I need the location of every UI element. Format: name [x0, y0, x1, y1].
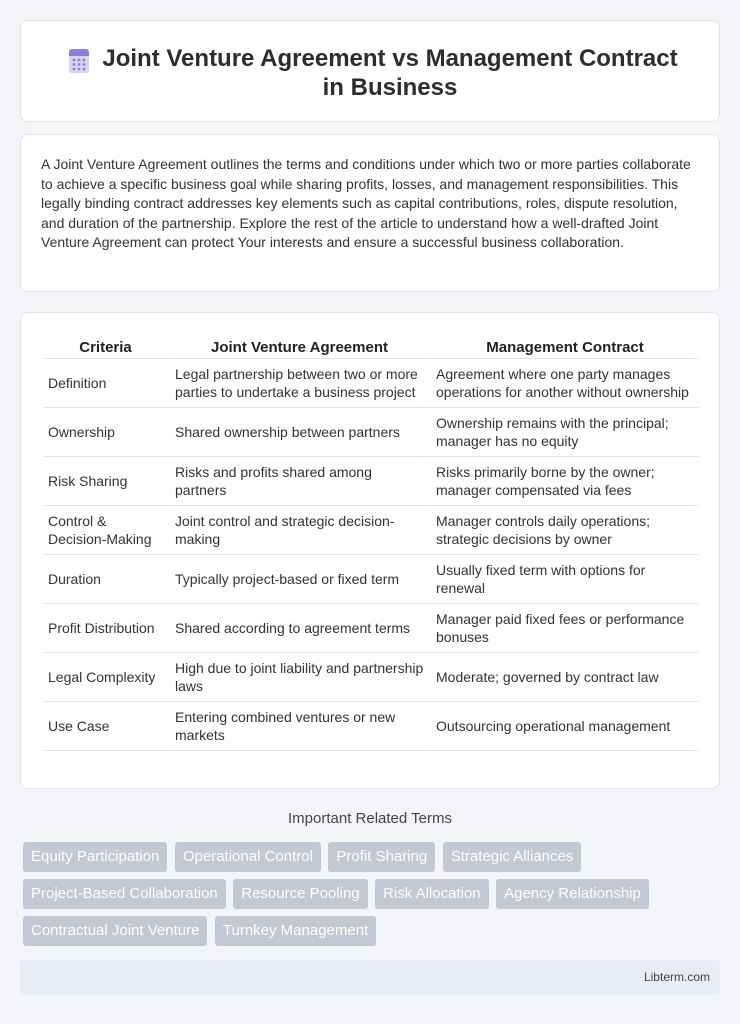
table-cell: Risks and profits shared among partners — [168, 457, 429, 506]
table-cell: Use Case — [43, 702, 168, 751]
table-cell: Ownership — [43, 408, 168, 457]
related-term-tag[interactable]: Profit Sharing — [328, 842, 435, 872]
table-row — [43, 457, 699, 506]
table-row — [43, 702, 699, 751]
table-cell: Legal partnership between two or more parties to undertake a business project — [168, 359, 429, 408]
column-header: Criteria — [43, 335, 168, 359]
table-cell: Profit Distribution — [43, 604, 168, 653]
footer — [20, 960, 720, 994]
table-cell: Control & Decision-Making — [43, 506, 168, 555]
related-term-tag[interactable]: Project-Based Collaboration — [23, 879, 226, 909]
table-cell: Definition — [43, 359, 168, 408]
table-cell: Outsourcing operational management — [429, 702, 699, 751]
related-term-tag[interactable]: Risk Allocation — [375, 879, 489, 909]
title-card — [20, 20, 720, 122]
table-header-row — [43, 335, 699, 359]
table-cell: Moderate; governed by contract law — [429, 653, 699, 702]
comparison-table — [43, 335, 699, 751]
table-cell: Typically project-based or fixed term — [168, 555, 429, 604]
table-cell: Duration — [43, 555, 168, 604]
table-cell: Agreement where one party manages operations for another without ownership — [429, 359, 699, 408]
table-cell: Shared ownership between partners — [168, 408, 429, 457]
table-cell: Risks primarily borne by the owner; manager compensated via fees — [429, 457, 699, 506]
intro-card — [20, 134, 720, 292]
page-title: Joint Venture Agreement vs Management Contract in Business — [102, 45, 678, 101]
intro-paragraph: A Joint Venture Agreement outlines the terms and conditions under which two or more parties collaborate to achieve a specific business goal while sharing profits, losses, and management responsibilities. This legally binding contract addresses key elements such as capital contributions, roles, dispute resolution, and duration of the partnership. Explore the rest of the article to understand how a well-drafted Joint Venture Agreement can protect Your interests and ensure a successful business collaboration. — [41, 156, 691, 250]
table-row — [43, 506, 699, 555]
related-term-tag[interactable]: Resource Pooling — [233, 879, 367, 909]
related-term-tag[interactable]: Turnkey Management — [215, 916, 376, 946]
related-terms-heading: Important Related Terms — [288, 810, 452, 827]
table-cell: Usually fixed term with options for renewal — [429, 555, 699, 604]
table-cell: Manager controls daily operations; strategic decisions by owner — [429, 506, 699, 555]
comparison-table-card — [20, 312, 720, 789]
column-header: Joint Venture Agreement — [168, 335, 429, 359]
table-row — [43, 653, 699, 702]
table-cell: Manager paid fixed fees or performance bonuses — [429, 604, 699, 653]
table-cell: Ownership remains with the principal; manager has no equity — [429, 408, 699, 457]
related-terms-list — [23, 842, 723, 953]
table-cell: Joint control and strategic decision-making — [168, 506, 429, 555]
related-term-tag[interactable]: Agency Relationship — [496, 879, 649, 909]
related-term-tag[interactable]: Operational Control — [175, 842, 321, 872]
table-row — [43, 408, 699, 457]
related-term-tag[interactable]: Strategic Alliances — [443, 842, 582, 872]
table-cell: High due to joint liability and partnership laws — [168, 653, 429, 702]
table-row — [43, 359, 699, 408]
column-header: Management Contract — [429, 335, 699, 359]
table-row — [43, 604, 699, 653]
table-cell: Risk Sharing — [43, 457, 168, 506]
table-cell: Legal Complexity — [43, 653, 168, 702]
related-term-tag[interactable]: Equity Participation — [23, 842, 167, 872]
table-cell: Shared according to agreement terms — [168, 604, 429, 653]
table-cell: Entering combined ventures or new markets — [168, 702, 429, 751]
footer-site-link[interactable]: Libterm.com — [643, 970, 710, 984]
table-row — [43, 555, 699, 604]
related-term-tag[interactable]: Contractual Joint Venture — [23, 916, 207, 946]
